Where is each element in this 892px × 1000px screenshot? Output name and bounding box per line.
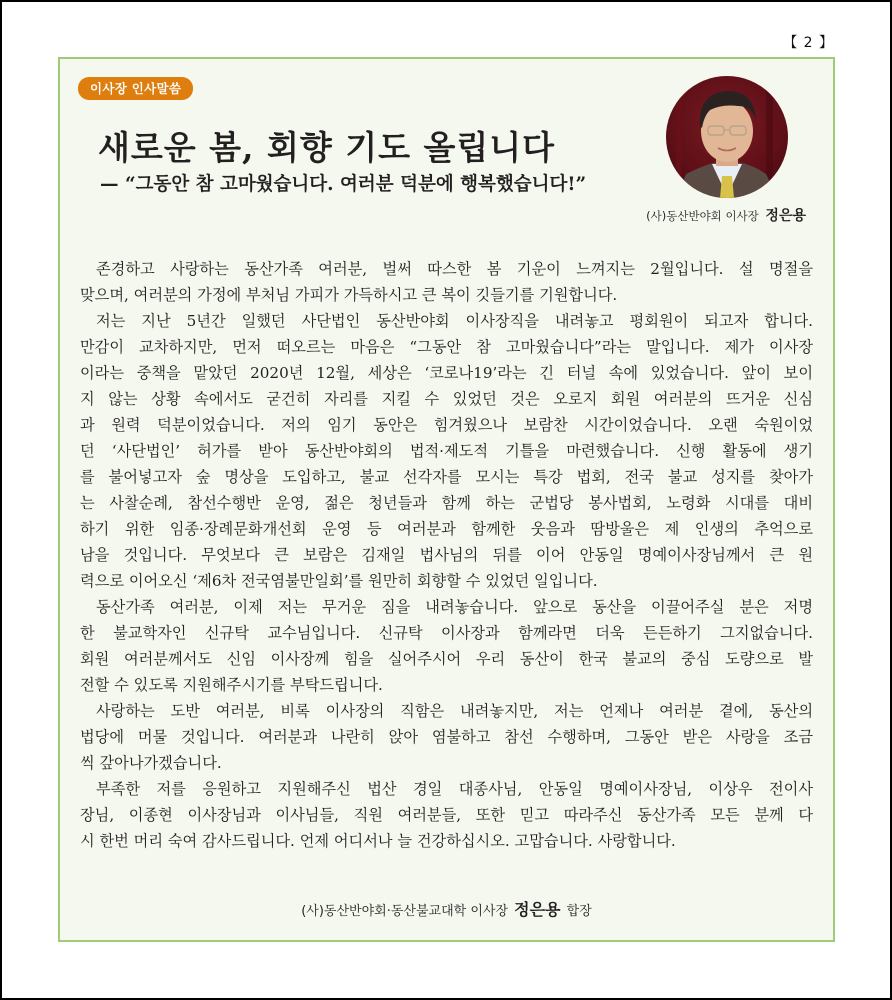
author-byline <box>646 205 806 225</box>
body-line: 장님, 이종현 이사장님과 이사님들, 직원 여러분들, 또한 믿고 따라주신 동산가족 모든 분께 다 <box>80 806 813 824</box>
body-line: 맞으며, 여러분의 가정에 부처님 가피가 가득하시고 큰 복이 깃들기를 기원합니다. <box>80 286 618 304</box>
body-line: 부족한 저를 응원하고 지원해주신 법산 경일 대종사님, 안동일 명예이사장님, 이상우 전이사 <box>96 780 813 798</box>
body-line: 는 사찰순례, 참선수행반 운영, 젊은 청년들과 함께 하는 군법당 봉사법회, 노령화 시대를 대비 <box>80 494 813 512</box>
body-line: 남을 것입니다. 무엇보다 큰 보람은 김재일 법사님의 뒤를 이어 안동일 명예이사장님께서 큰 원 <box>80 546 813 564</box>
body-line: 한 불교학자인 신규탁 교수님입니다. 신규탁 이사장과 함께라면 더욱 든든하기 그지없습니다. <box>80 624 813 642</box>
section-badge: 이사장 인사말씀 <box>78 77 193 100</box>
body-line: 저는 지난 5년간 일했던 사단법인 동산반야회 이사장직을 내려놓고 평회원이 되고자 합니다. <box>96 312 813 330</box>
author-name: 정은용 <box>765 208 806 224</box>
signature-closing: 합장 <box>566 904 592 919</box>
page-number: 【 2 】 <box>783 35 834 51</box>
greeting-article <box>58 57 835 942</box>
article-title: 새로운 봄, 회향 기도 올립니다 <box>98 128 555 167</box>
body-line: 존경하고 사랑하는 동산가족 여러분, 벌써 따스한 봄 기운이 느껴지는 2월입니다. 설 명절을 <box>96 260 813 278</box>
body-line: 동산가족 여러분, 이제 저는 무거운 짐을 내려놓습니다. 앞으로 동산을 이끌어주실 분은 저명 <box>96 598 813 616</box>
body-line: 이라는 중책을 맡았던 2020년 12월, 세상은 ‘코로나19’라는 긴 터널 속에 있었습니다. 앞이 보이 <box>80 364 813 382</box>
body-line: 시 한번 머리 숙여 감사드립니다. 언제 어디서나 늘 건강하십시오. 고맙습니다. 사랑합니다. <box>80 832 676 850</box>
body-line: 법당에 머물 것입니다. 여러분과 나란히 앉아 염불하고 참선 수행하며, 그동안 받은 사랑을 조금 <box>80 728 813 746</box>
signature-org: (사)동산반야회·동산불교대학 이사장 <box>301 904 508 919</box>
body-line: 력으로 이어오신 ‘제6차 전국염불만일회’를 원만히 회향할 수 있었던 일입니다. <box>80 572 598 590</box>
author-org-title: (사)동산반야회 이사장 <box>646 209 759 223</box>
body-line: 하기 위한 임종·장례문화개선회 운영 등 여러분과 함께한 웃음과 땀방울은 제 인생의 추억으로 <box>80 520 813 538</box>
chairman-portrait <box>666 76 788 198</box>
body-line: 사랑하는 도반 여러분, 비록 이사장의 직함은 내려놓지만, 저는 언제나 여러분 곁에, 동산의 <box>96 702 813 720</box>
body-line: 전할 수 있도록 지원해주시기를 부탁드립니다. <box>80 676 383 694</box>
body-line: 만감이 교차하지만, 먼저 떠오르는 마음은 “그동안 참 고마웠습니다”라는 말입니다. 제가 이사장 <box>80 338 813 356</box>
body-line: 씩 갚아나가겠습니다. <box>80 754 222 772</box>
body-line: 과 원력 덕분이었습니다. 저의 임기 동안은 힘겨웠으나 보람찬 시간이었습니다. 오랜 숙원이었 <box>80 416 813 434</box>
article-body <box>80 256 813 854</box>
body-line: 를 불어넣고자 숲 명상을 도입하고, 불교 선각자를 모시는 특강 법회, 전국 불교 성지를 찾아가 <box>80 468 813 486</box>
article-subtitle: — “그동안 참 고마웠습니다. 여러분 덕분에 행복했습니다!” <box>100 174 587 195</box>
body-line: 회원 여러분께서도 신임 이사장께 힘을 실어주시어 우리 동산이 한국 불교의 중심 도량으로 발 <box>80 650 813 668</box>
closing-signature <box>60 897 833 920</box>
portrait-icon <box>666 76 788 198</box>
body-line: 던 ‘사단법인’ 허가를 받아 동산반야회의 법적·제도적 기틀을 마련했습니다. 신행 활동에 생기 <box>80 442 813 460</box>
body-line: 지 않는 상황 속에서도 굳건히 자리를 지킬 수 있었던 것은 오로지 회원 여러분의 뜨거운 신심 <box>80 390 813 408</box>
signature-name: 정은용 <box>514 900 561 919</box>
